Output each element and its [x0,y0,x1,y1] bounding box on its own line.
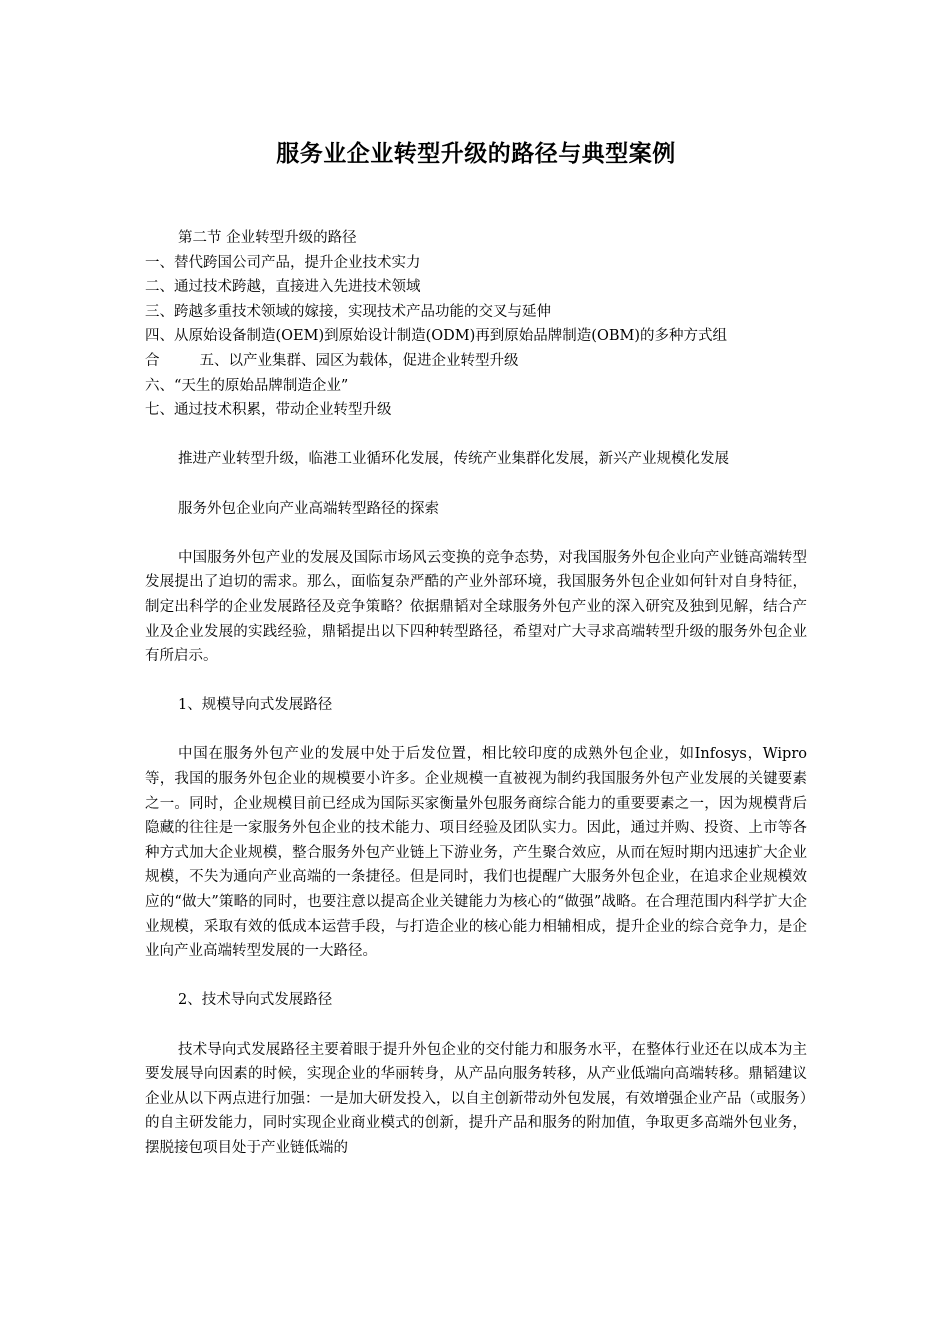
intro-paragraph: 中国服务外包产业的发展及国际市场风云变换的竞争态势，对我国服务外包企业向产业链高端转型发展提出了迫切的需求。那么，面临复杂严酷的产业外部环境，我国服务外包企业如何针对自身特征，制定出科学的企业发展路径及竞争策略？依据鼎韬对全球服务外包产业的深入研究及独到见解，结合产业及企业发展的实践经验，鼎韬提出以下四种转型路径，希望对广大寻求高端转型升级的服务外包企业有所启示。 [145,549,807,665]
document-body [145,226,807,1161]
outline-item-continuation: 合 [145,352,160,369]
outline-item: 一、替代跨国公司产品，提升企业技术实力 [145,254,421,271]
outline-item: 六、“天生的原始品牌制造企业” [145,377,349,394]
path1-heading: 1、规模导向式发展路径 [178,697,333,714]
outline-item: 五、以产业集群、园区为载体，促进企业转型升级 [199,352,519,369]
outline-item: 七、通过技术积累，带动企业转型升级 [145,402,392,419]
outsourcing-heading: 服务外包企业向产业高端转型路径的探索 [178,500,439,517]
section-heading: 第二节 企业转型升级的路径 [178,230,357,246]
outline-item: 四、从原始设备制造(OEM)到原始设计制造(ODM)再到原始品牌制造(OBM)的多种方式组 [145,328,728,345]
outline-item: 二、通过技术跨越，直接进入先进技术领域 [145,279,421,296]
document-title: 服务业企业转型升级的路径与典型案例 [276,141,676,167]
path1-paragraph: 中国在服务外包产业的发展中处于后发位置，相比较印度的成熟外包企业，如Infosys，Wipro等，我国的服务外包企业的规模要小许多。企业规模一直被视为制约我国服务外包产业发展的关键要素之一。同时，企业规模目前已经成为国际买家衡量外包服务商综合能力的重要要素之一，因为规模背后隐藏的往往是一家服务外包企业的技术能力、项目经验及团队实力。因此，通过并购、投资、上市等各种方式加大企业规模，整合服务外包产业链上下游业务，产生聚合效应，从而在短时期内迅速扩大企业规模，不失为通向产业高端的一条捷径。但是同时，我们也提醒广大服务外包企业，在追求企业规模效应的“做大”策略的同时，也要注意以提高企业关键能力为核心的“做强”战略。在合理范围内科学扩大企业规模，采取有效的低成本运营手段，与打造企业的核心能力相辅相成，提升企业的综合竞争力，是企业向产业高端转型发展的一大路径。 [145,746,807,960]
promotion-paragraph: 推进产业转型升级，临港工业循环化发展，传统产业集群化发展，新兴产业规模化发展 [178,451,729,468]
outline-item-wrapped [145,349,807,374]
path2-heading: 2、技术导向式发展路径 [178,992,333,1009]
path2-paragraph: 技术导向式发展路径主要着眼于提升外包企业的交付能力和服务水平，在整体行业还在以成本为主要发展导向因素的时候，实现企业的华丽转身，从产品向服务转移，从产业低端向高端转移。鼎韬建议企业从以下两点进行加强：一是加大研发投入，以自主创新带动外包发展，有效增强企业产品（或服务）的自主研发能力，同时实现企业商业模式的创新，提升产品和服务的附加值，争取更多高端外包业务，摆脱接包项目处于产业链低端的 [145,1041,807,1156]
outline-item: 三、跨越多重技术领域的嫁接，实现技术产品功能的交叉与延伸 [145,303,551,320]
